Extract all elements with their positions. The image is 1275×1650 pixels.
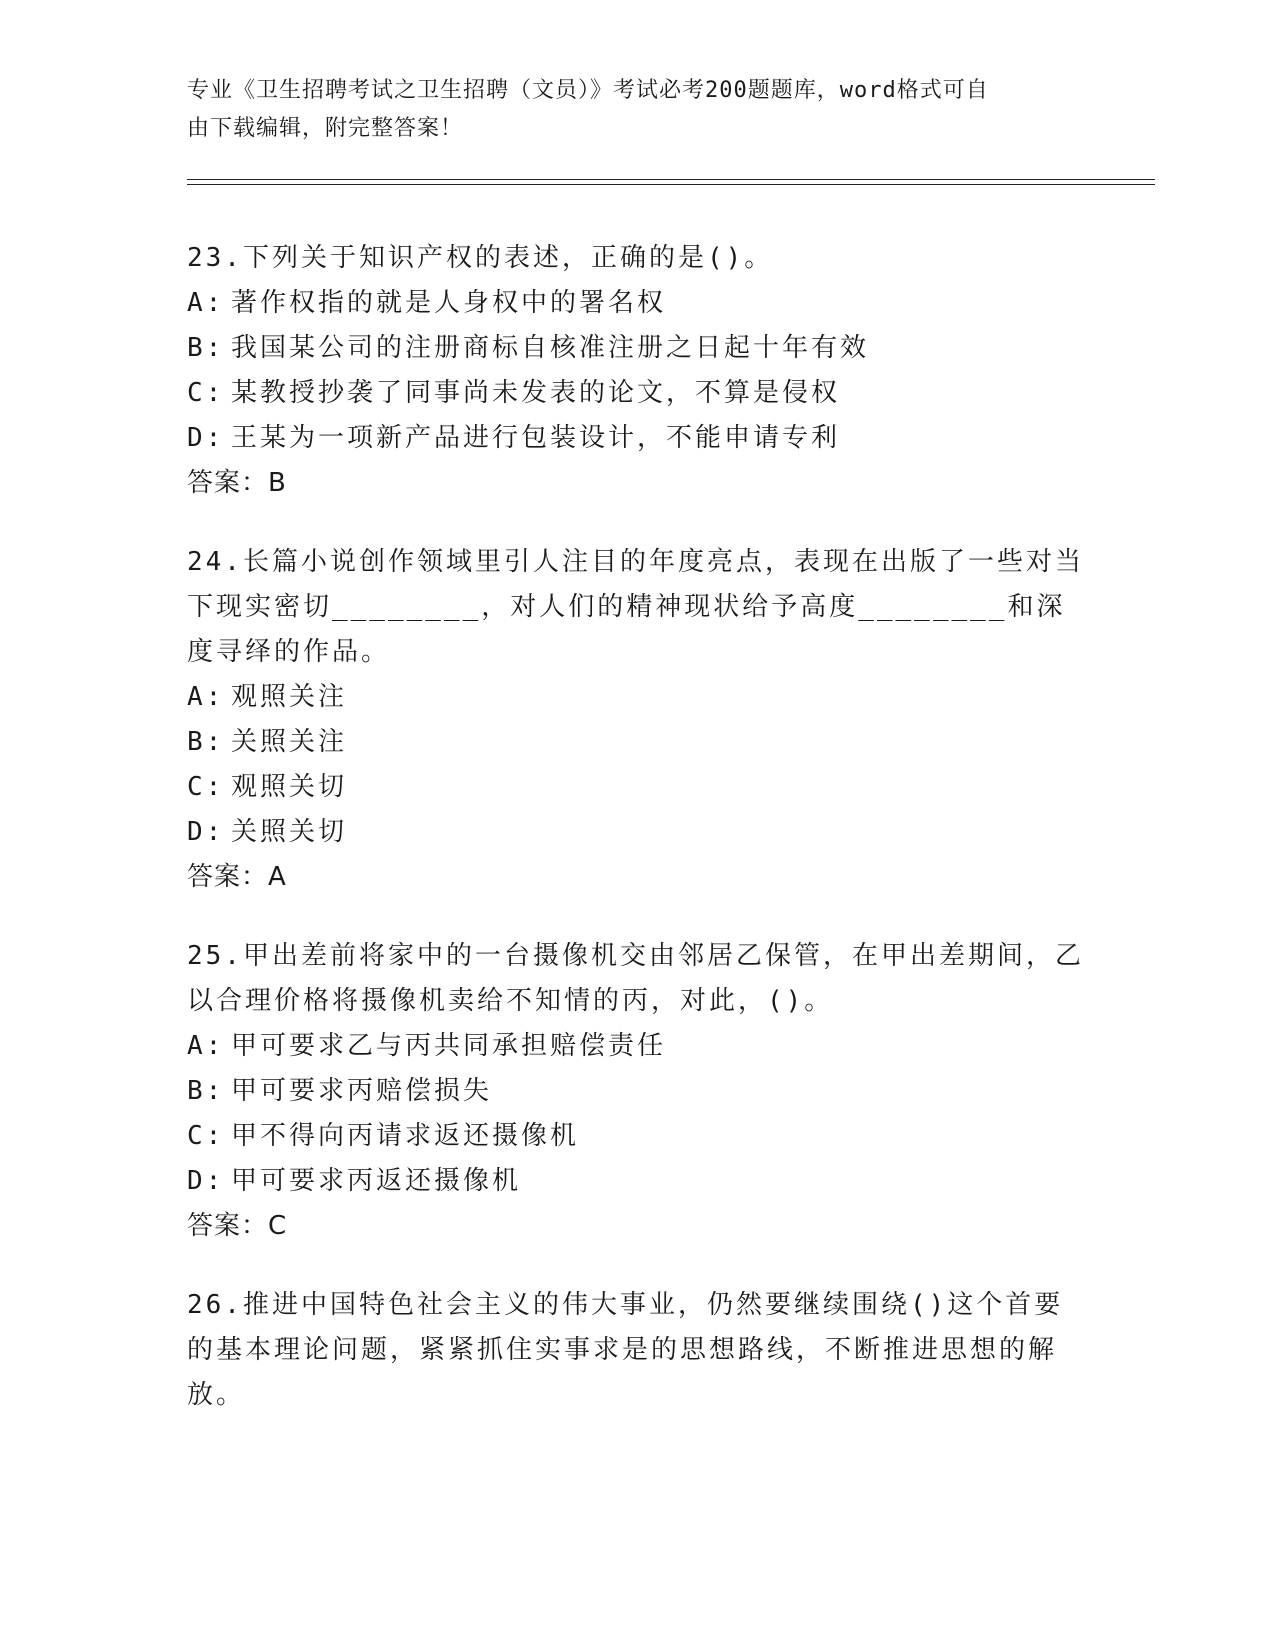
option-text: 甲可要求丙赔偿损失 xyxy=(231,1076,493,1106)
option-b xyxy=(187,720,1087,765)
question-26 xyxy=(187,1283,1087,1418)
option-key: D: xyxy=(187,423,225,453)
question-stem: 25.甲出差前将家中的一台摄像机交由邻居乙保管，在甲出差期间，乙以合理价格将摄像机卖给不知情的丙，对此，()。 xyxy=(187,941,1084,1016)
option-key: A: xyxy=(187,682,225,712)
option-key: A: xyxy=(187,1031,225,1061)
question-stem: 23.下列关于知识产权的表述，正确的是()。 xyxy=(187,243,774,273)
question-23 xyxy=(187,236,1087,506)
header-line-1: 专业《卫生招聘考试之卫生招聘（文员）》考试必考200题题库，word格式可自 xyxy=(187,78,989,103)
header-divider-bottom xyxy=(187,184,1155,185)
option-b xyxy=(187,1069,1087,1114)
question-stem: 24.长篇小说创作领域里引人注目的年度亮点，表现在出版了一些对当下现实密切________，对人们的精神现状给予高度________和深度寻绎的作品。 xyxy=(187,547,1084,667)
option-c xyxy=(187,765,1087,810)
option-a xyxy=(187,281,1087,326)
question-stem: 26.推进中国特色社会主义的伟大事业，仍然要继续围绕()这个首要的基本理论问题，紧紧抓住实事求是的思想路线，不断推进思想的解放。 xyxy=(187,1290,1064,1410)
answer-line: 答案：B xyxy=(187,468,287,498)
option-d xyxy=(187,810,1087,855)
option-text: 著作权指的就是人身权中的署名权 xyxy=(231,288,667,318)
question-list xyxy=(187,236,1087,1452)
option-text: 我国某公司的注册商标自核准注册之日起十年有效 xyxy=(231,333,870,363)
answer-line: 答案：A xyxy=(187,862,287,892)
option-key: B: xyxy=(187,727,225,757)
answer-line: 答案：C xyxy=(187,1211,288,1241)
header-divider-top xyxy=(187,179,1155,180)
option-key: A: xyxy=(187,288,225,318)
option-key: D: xyxy=(187,1166,225,1196)
option-a xyxy=(187,675,1087,720)
question-25 xyxy=(187,934,1087,1249)
option-key: C: xyxy=(187,1121,225,1151)
document-header xyxy=(187,72,1087,148)
option-text: 观照关切 xyxy=(231,772,348,802)
option-key: C: xyxy=(187,772,225,802)
option-a xyxy=(187,1024,1087,1069)
option-key: B: xyxy=(187,333,225,363)
option-text: 观照关注 xyxy=(231,682,348,712)
option-text: 甲可要求乙与丙共同承担赔偿责任 xyxy=(231,1031,667,1061)
option-text: 甲可要求丙返还摄像机 xyxy=(231,1166,522,1196)
option-d xyxy=(187,1159,1087,1204)
option-text: 关照关切 xyxy=(231,817,348,847)
question-24 xyxy=(187,540,1087,900)
option-text: 甲不得向丙请求返还摄像机 xyxy=(231,1121,580,1151)
option-text: 某教授抄袭了同事尚未发表的论文，不算是侵权 xyxy=(231,378,841,408)
option-text: 王某为一项新产品进行包装设计，不能申请专利 xyxy=(231,423,841,453)
option-c xyxy=(187,1114,1087,1159)
option-b xyxy=(187,326,1087,371)
option-d xyxy=(187,416,1087,461)
option-key: B: xyxy=(187,1076,225,1106)
option-key: D: xyxy=(187,817,225,847)
option-c xyxy=(187,371,1087,416)
header-line-2: 由下载编辑，附完整答案！ xyxy=(187,116,464,141)
option-key: C: xyxy=(187,378,225,408)
option-text: 关照关注 xyxy=(231,727,348,757)
